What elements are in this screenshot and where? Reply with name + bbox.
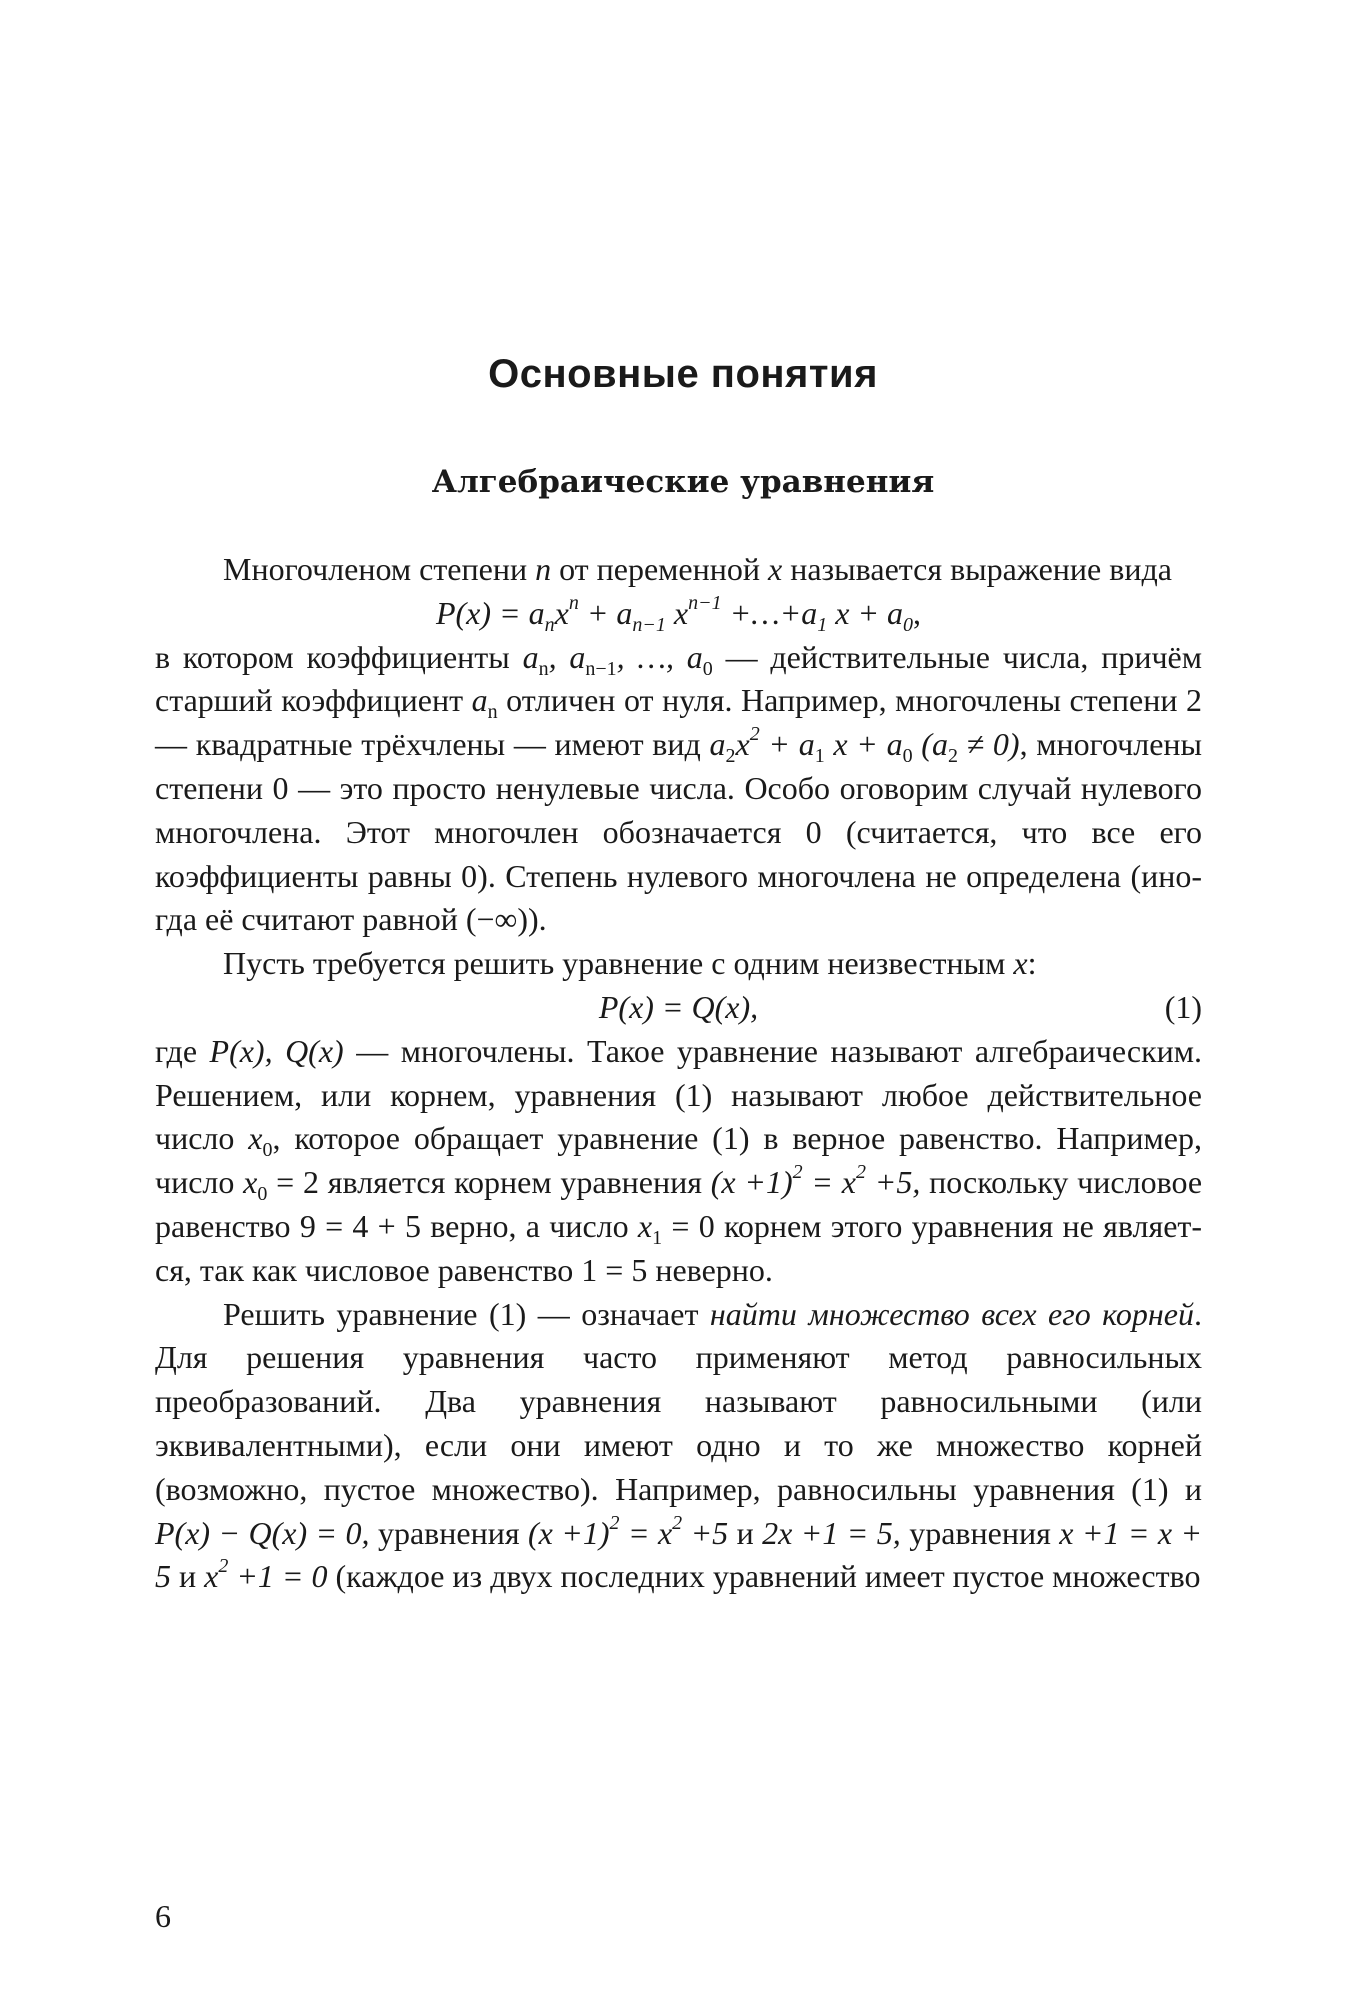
paragraph-equivalence: Решить уравнение (1) — означает найти множество всех его корней. Для решения уравнения часто применяют метод равносильных преобразований. Два уравнения называют равносильными (или эквивалентными), если они имеют одно и то же множество корней (возможно, пустое множество). Например, равносильны уравнения (1) и P(x) − Q(x) = 0, уравнения $(x +1)^2 = x^2 +5$ и 2x +1 = 5, уравнения x +1 = x + 5 и $x^2 +1 = 0$ (каждое из двух последних уравнений имеет пустое множество xyxy=(155,1295,1203,1595)
paragraph-coefficients: в котором коэффициенты $a_n$, $a_{n-1}$, …, $a_0$ — действительные числа, причём старший коэффициент $a_n$ отличен от нуля. Например, многочлены степени 2 — квадратные трёхчлены — имеют вид $a_2x^2 + a_1$ $x + a_0$ $(a_2 \ne 0)$, многочлены степени 0 — это просто ненулевые числа. Особо оговорим случай нулевого многочлена. Этот многочлен обозначается 0 (считается, что все его коэффициенты равны 0). Степень нулевого многочлена не определена (иногда её считают равной (−∞)). xyxy=(155,638,1203,938)
equation-number: (1) xyxy=(1164,988,1202,1025)
paragraph-roots: где P(x), Q(x) — многочлены. Такое уравнение называют алгебраическим. Решением, или корнем, уравнения (1) называют любое действительное число $x_0$, которое обращает уравнение (1) в верное равенство. Например, число $x_0 = 2$ является корнем уравнения $(x +1)^2 = x^2 +5$, поскольку числовое равенство 9 = 4 + 5 верно, а число $x_1 = 0$ корнем этого уравнения не является, так как числовое равенство 1 = 5 неверно. xyxy=(155,1032,1203,1288)
formula-equation-1: P(x) = Q(x), (1) xyxy=(155,986,1202,1030)
page-number: 6 xyxy=(155,1898,171,1934)
paragraph-equation-intro: Пусть требуется решить уравнение с одним неизвестным x: xyxy=(223,945,1037,982)
paragraph-definition: Многочленом степени n от переменной x называется выражение вида xyxy=(223,551,1172,587)
formula-polynomial: $P(x) = a_nx^n + a_{n-1}$ $x^{n-1}$ $+\dots+a_1$ $x + a_0$, xyxy=(435,591,922,636)
section-heading: Алгебраические уравнения xyxy=(431,464,935,500)
chapter-heading: Основные понятия xyxy=(488,352,878,396)
body-text xyxy=(155,548,1202,1599)
